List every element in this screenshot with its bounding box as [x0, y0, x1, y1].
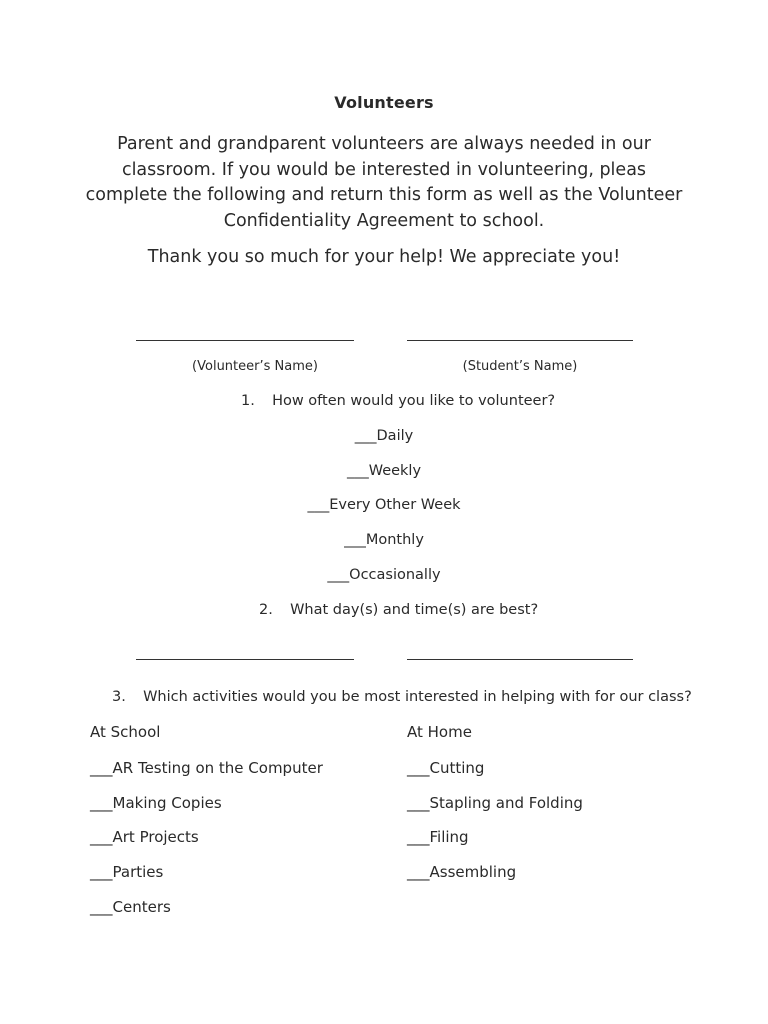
home-item-cutting[interactable]: ___Cutting	[407, 759, 485, 777]
school-item-centers[interactable]: ___Centers	[90, 898, 171, 916]
intro-paragraph: Parent and grandparent volunteers are always needed in our classroom. If you would be interested in volunteering, pleas complete the following and return this form as well as the Volunteer Confidentiality Agreement to school.	[85, 134, 683, 231]
question-1-text: How often would you like to volunteer?	[272, 393, 556, 409]
question-2-text: What day(s) and time(s) are best?	[290, 602, 539, 618]
school-item-art-projects[interactable]: ___Art Projects	[90, 828, 199, 846]
question-3-number: 3.	[112, 689, 126, 705]
option-daily[interactable]: ___Daily	[354, 428, 414, 444]
volunteer-name-line[interactable]	[136, 340, 354, 341]
question-2	[259, 602, 538, 618]
question-1	[241, 393, 555, 409]
question-2-number: 2.	[259, 602, 273, 618]
question-3-text: Which activities would you be most interested in helping with for our class?	[143, 689, 692, 705]
question-1-number: 1.	[241, 393, 255, 409]
page-title: Volunteers	[334, 93, 434, 112]
home-item-filing[interactable]: ___Filing	[407, 828, 469, 846]
option-monthly[interactable]: ___Monthly	[344, 532, 424, 548]
thank-you-text: Thank you so much for your help! We appreciate you!	[147, 247, 621, 267]
option-weekly[interactable]: ___Weekly	[346, 463, 422, 479]
day-time-line-1[interactable]	[136, 659, 354, 660]
option-every-other-week[interactable]: ___Every Other Week	[307, 497, 461, 513]
student-name-label: (Student’s Name)	[462, 359, 578, 374]
home-item-assembling[interactable]: ___Assembling	[407, 863, 517, 881]
at-home-heading: At Home	[407, 723, 472, 741]
question-3	[112, 689, 692, 705]
day-time-line-2[interactable]	[407, 659, 633, 660]
school-item-making-copies[interactable]: ___Making Copies	[90, 794, 222, 812]
volunteer-name-label: (Volunteer’s Name)	[192, 359, 318, 374]
option-occasionally[interactable]: ___Occasionally	[327, 567, 441, 583]
student-name-line[interactable]	[407, 340, 633, 341]
at-school-heading: At School	[90, 723, 161, 741]
school-item-ar-testing[interactable]: ___AR Testing on the Computer	[90, 759, 323, 777]
home-item-stapling-folding[interactable]: ___Stapling and Folding	[407, 794, 583, 812]
school-item-parties[interactable]: ___Parties	[90, 863, 164, 881]
